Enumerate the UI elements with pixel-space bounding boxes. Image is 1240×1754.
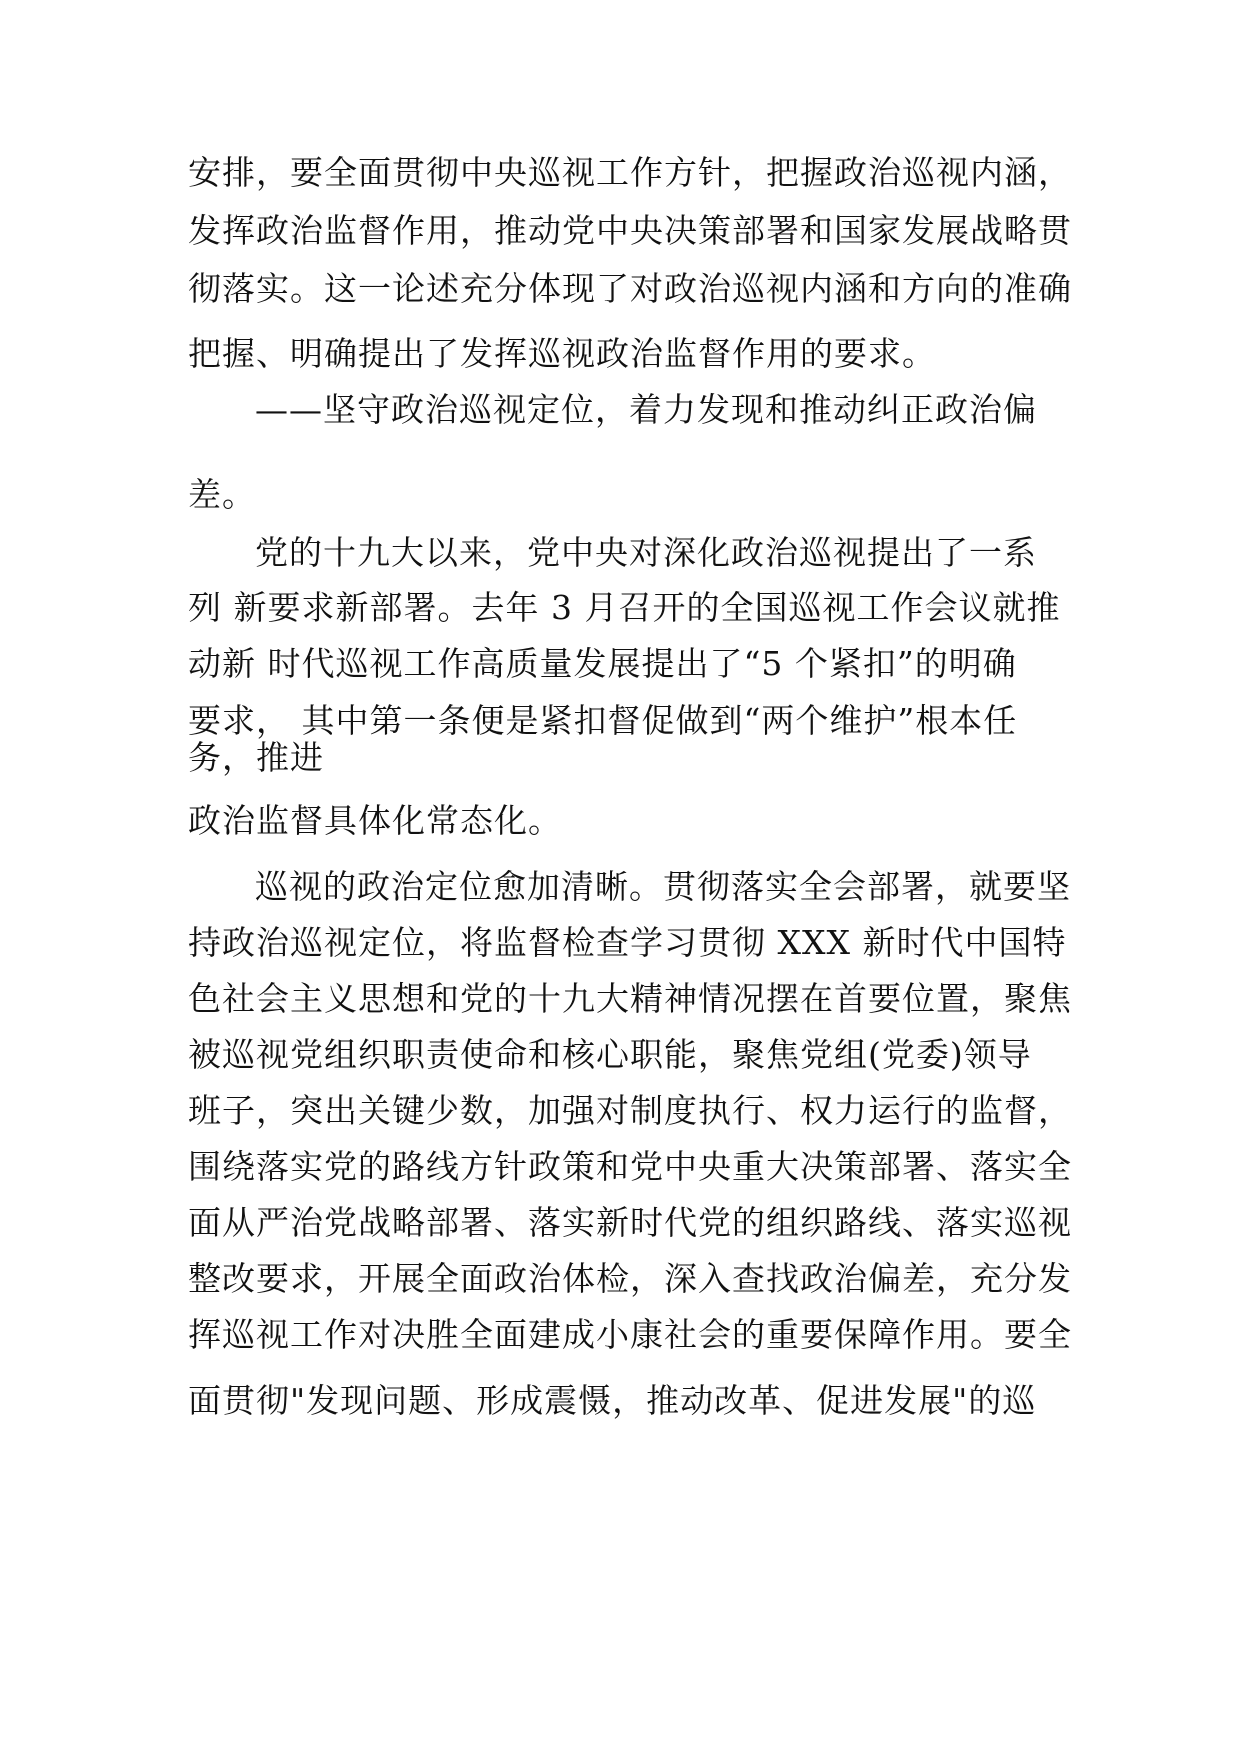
text-line: 整改要求，开展全面政治体检，深入查找政治偏差，充分发 bbox=[188, 1259, 1072, 1298]
text-line: 巡视的政治定位愈加清晰。贯彻落实全会部署，就要坚 bbox=[255, 867, 1071, 906]
text-line: 色社会主义思想和党的十九大精神情况摆在首要位置，聚焦 bbox=[188, 979, 1072, 1018]
text-line: 列 新要求新部署。去年 3 月召开的全国巡视工作会议就推 bbox=[188, 588, 1061, 627]
text-line: 安排，要全面贯彻中央巡视工作方针，把握政治巡视内涵， bbox=[188, 153, 1072, 192]
text-line: 发挥政治监督作用，推动党中央决策部署和国家发展战略贯 bbox=[188, 211, 1072, 250]
text-line: 动新 时代巡视工作高质量发展提出了“5 个紧扣”的明确 bbox=[188, 644, 1017, 683]
text-line: 持政治巡视定位，将监督检查学习贯彻 XXX 新时代中国特 bbox=[188, 923, 1067, 962]
text-line: 面贯彻"发现问题、形成震慑，推动改革、促进发展"的巡 bbox=[188, 1381, 1037, 1420]
text-line: 务，推进 bbox=[188, 738, 324, 777]
text-line: 党的十九大以来，党中央对深化政治巡视提出了一系 bbox=[255, 533, 1037, 572]
text-line: 被巡视党组织职责使命和核心职能，聚焦党组(党委)领导 bbox=[188, 1035, 1032, 1074]
text-line: 彻落实。这一论述充分体现了对政治巡视内涵和方向的准确 bbox=[188, 269, 1072, 308]
text-line: 班子，突出关键少数，加强对制度执行、权力运行的监督， bbox=[188, 1091, 1072, 1130]
text-line: ——坚守政治巡视定位，着力发现和推动纠正政治偏 bbox=[255, 390, 1037, 429]
text-line: 政治监督具体化常态化。 bbox=[188, 801, 562, 840]
text-line: 要求， 其中第一条便是紧扣督促做到“两个维护”根本任 bbox=[188, 701, 1018, 740]
text-line: 面从严治党战略部署、落实新时代党的组织路线、落实巡视 bbox=[188, 1203, 1072, 1242]
text-line: 围绕落实党的路线方针政策和党中央重大决策部署、落实全 bbox=[188, 1147, 1072, 1186]
text-line: 挥巡视工作对决胜全面建成小康社会的重要保障作用。要全 bbox=[188, 1315, 1072, 1354]
text-line: 把握、明确提出了发挥巡视政治监督作用的要求。 bbox=[188, 334, 936, 373]
text-line: 差。 bbox=[188, 475, 256, 514]
